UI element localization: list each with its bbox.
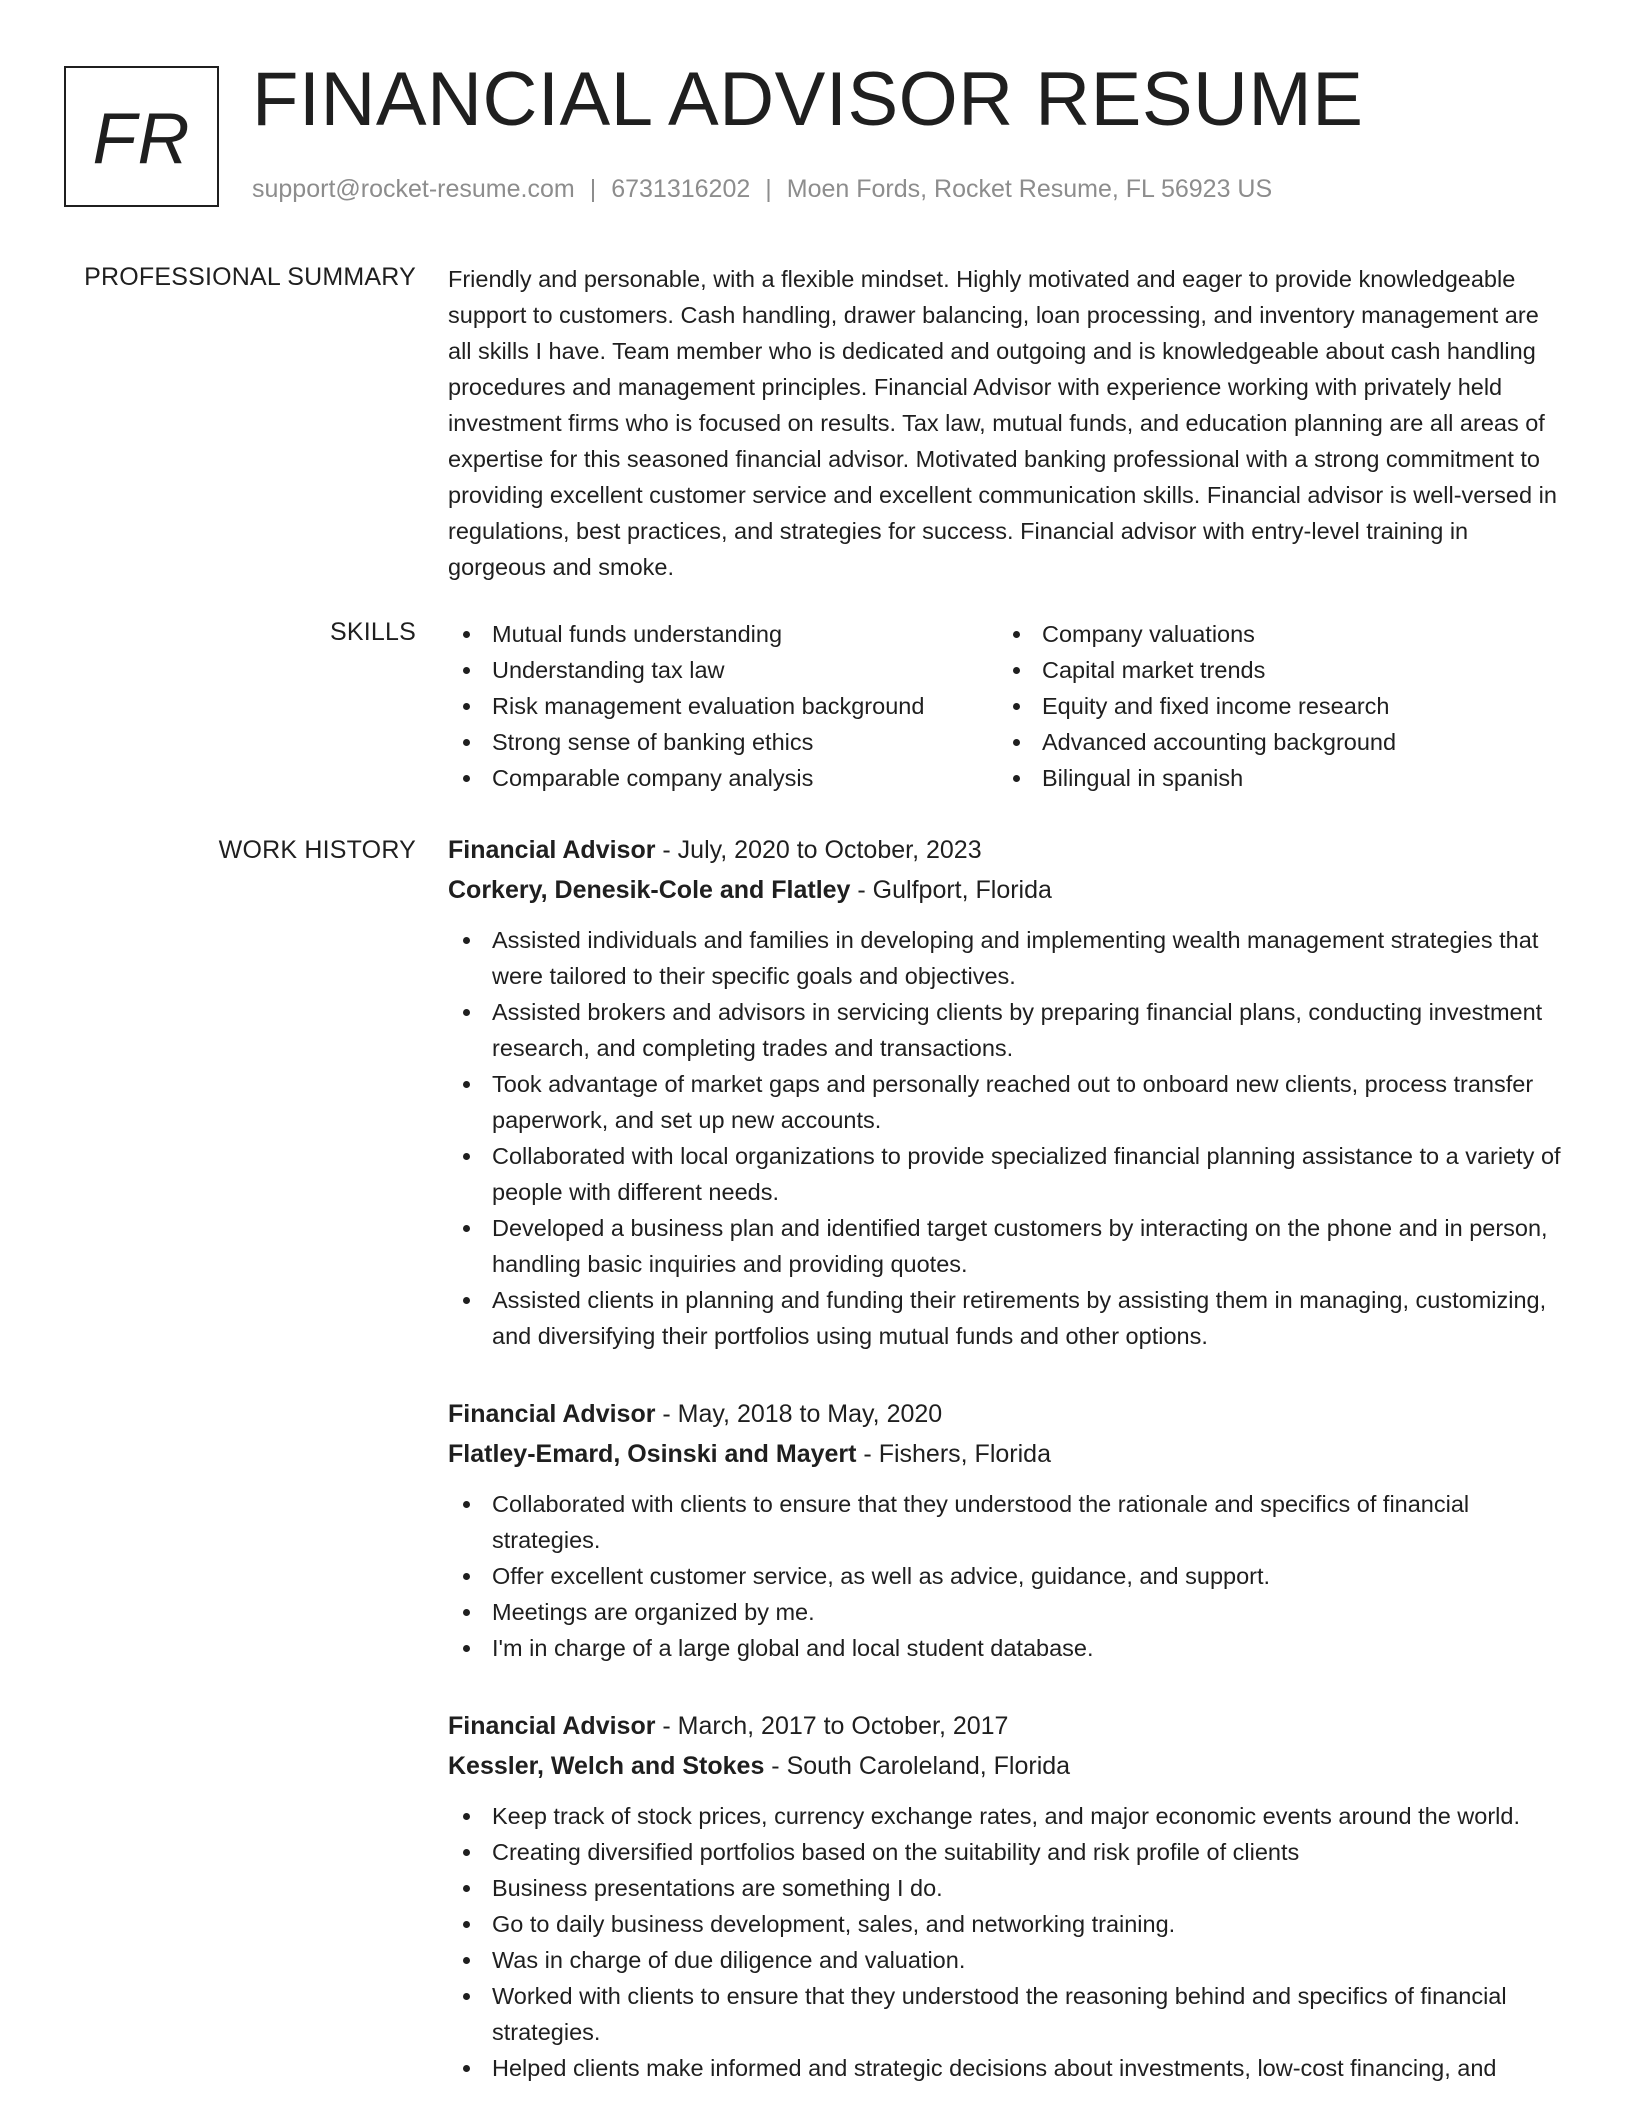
job-title: Financial Advisor [448,1712,656,1740]
job-entry [448,1394,1568,1666]
job-bullet: Collaborated with local organizations to provide specialized financial planning assistance to a variety of people with different needs. [448,1138,1568,1210]
skill-item: Understanding tax law [448,652,998,688]
job-bullets [448,1798,1568,2086]
work-history-label: WORK HISTORY [218,836,416,864]
skills-body [448,616,1568,796]
job-entry [448,1706,1568,2086]
skill-item: Equity and fixed income research [998,688,1396,724]
job-bullet: Assisted clients in planning and funding their retirements by assisting them in managing, customizing, and diversifying their portfolios using mutual funds and other options. [448,1282,1568,1354]
skill-item: Company valuations [998,616,1396,652]
job-dates: - March, 2017 to October, 2017 [655,1712,1009,1740]
monogram-badge [64,66,219,207]
job-bullet: Keep track of stock prices, currency exchange rates, and major economic events around the world. [448,1798,1568,1834]
skill-item: Capital market trends [998,652,1396,688]
contact-separator: | [589,175,597,203]
resume-title: FINANCIAL ADVISOR RESUME [252,57,1364,142]
job-company-line [448,1434,1568,1474]
contact-phone[interactable]: 6731316202 [611,175,751,203]
job-location: - South Caroleland, Florida [764,1752,1071,1780]
job-bullet: Business presentations are something I do. [448,1870,1568,1906]
job-bullet: Assisted brokers and advisors in servicing clients by preparing financial plans, conducting investment research, and completing trades and transactions. [448,994,1568,1066]
job-company: Kessler, Welch and Stokes [448,1752,765,1780]
job-bullet: Go to daily business development, sales, and networking training. [448,1906,1568,1942]
contact-line [252,174,1272,204]
job-company-line [448,1746,1568,1786]
contact-address: Moen Fords, Rocket Resume, FL 56923 US [786,175,1273,203]
summary-body [448,261,1568,585]
skill-item: Comparable company analysis [448,760,998,796]
skills-label: SKILLS [330,618,416,646]
summary-text: Friendly and personable, with a flexible mindset. Highly motivated and eager to provide knowledgeable support to customers. Cash handling, drawer balancing, loan processing, and inventory management are all skills I have. Team member who is dedicated and outgoing and is knowledgeable about cash handling procedures and management principles. Financial Advisor with experience working with privately held investment firms who is focused on results. Tax law, mutual funds, and education planning are all areas of expertise for this seasoned financial advisor. Motivated banking professional with a strong commitment to providing excellent customer service and excellent communication skills. Financial advisor is well-versed in regulations, best practices, and strategies for success. Financial advisor with entry-level training in gorgeous and smoke. [448,266,1557,580]
skill-item: Mutual funds understanding [448,616,998,652]
job-title-line [448,830,1568,870]
job-entry [448,830,1568,1354]
skill-item: Advanced accounting background [998,724,1396,760]
work-history-body [448,830,1568,2126]
job-bullet: Meetings are organized by me. [448,1594,1568,1630]
job-dates: - May, 2018 to May, 2020 [655,1400,943,1428]
job-location: - Fishers, Florida [856,1440,1051,1468]
job-bullet: I'm in charge of a large global and local student database. [448,1630,1568,1666]
job-title-line [448,1394,1568,1434]
job-bullets [448,922,1568,1354]
contact-email[interactable]: support@rocket-resume.com [252,175,575,203]
skill-item: Risk management evaluation background [448,688,998,724]
job-bullet: Collaborated with clients to ensure that they understood the rationale and specifics of financial strategies. [448,1486,1568,1558]
job-company: Corkery, Denesik-Cole and Flatley [448,876,851,904]
job-bullet: Helped clients make informed and strategic decisions about investments, low-cost financing, and [448,2050,1568,2086]
skill-item: Bilingual in spanish [998,760,1396,796]
job-bullet: Took advantage of market gaps and personally reached out to onboard new clients, process transfer paperwork, and set up new accounts. [448,1066,1568,1138]
job-title: Financial Advisor [448,836,656,864]
job-company: Flatley-Emard, Osinski and Mayert [448,1440,857,1468]
job-location: - Gulfport, Florida [850,876,1052,904]
job-company-line [448,870,1568,910]
summary-label: PROFESSIONAL SUMMARY [84,263,416,291]
monogram-initials: FR [92,98,191,179]
job-title: Financial Advisor [448,1400,656,1428]
skills-grid [448,616,1568,796]
skills-column-right [998,616,1396,796]
job-bullet: Was in charge of due diligence and valuation. [448,1942,1568,1978]
job-bullet: Worked with clients to ensure that they understood the reasoning behind and specifics of financial strategies. [448,1978,1568,2050]
job-title-line [448,1706,1568,1746]
job-bullet: Assisted individuals and families in developing and implementing wealth management strategies that were tailored to their specific goals and objectives. [448,922,1568,994]
job-bullet: Offer excellent customer service, as well as advice, guidance, and support. [448,1558,1568,1594]
contact-separator: | [765,175,772,203]
skills-column-left [448,616,998,796]
job-dates: - July, 2020 to October, 2023 [655,836,982,864]
job-bullet: Developed a business plan and identified target customers by interacting on the phone and in person, handling basic inquiries and providing quotes. [448,1210,1568,1282]
job-bullets [448,1486,1568,1666]
job-bullet: Creating diversified portfolios based on the suitability and risk profile of clients [448,1834,1568,1870]
skill-item: Strong sense of banking ethics [448,724,998,760]
